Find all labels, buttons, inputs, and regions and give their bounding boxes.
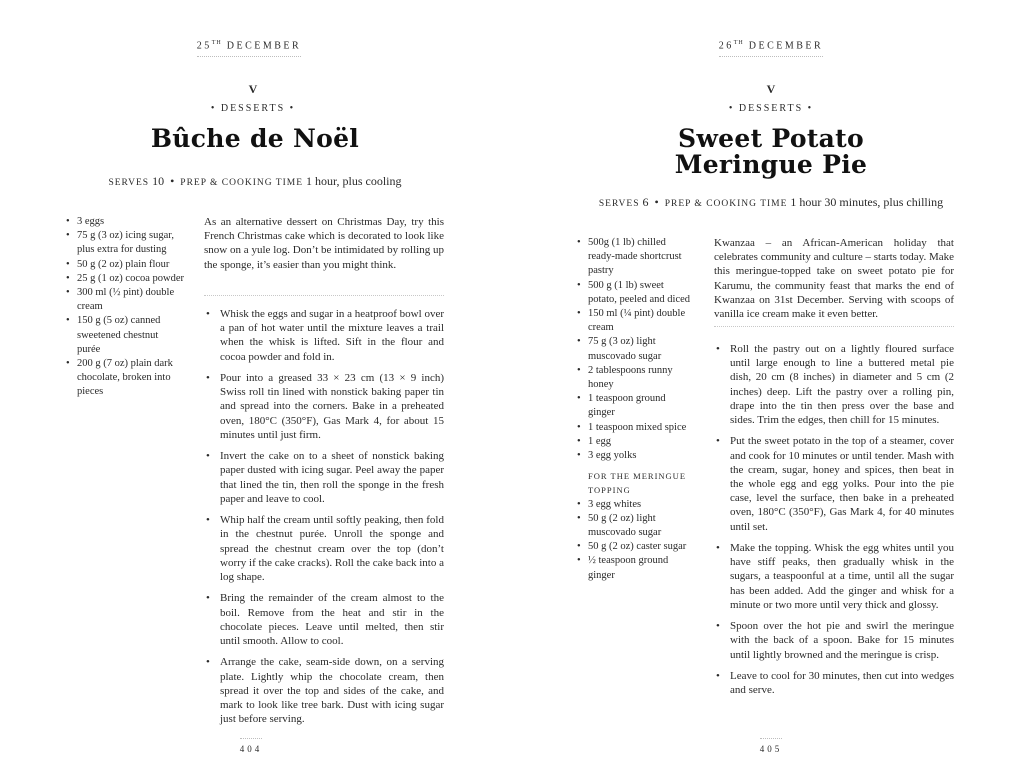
recipe-title-line: Sweet Potato [677, 124, 864, 153]
recipe-intro: Kwanzaa – an African-American holiday that celebrates community and culture – starts today. Make this meringue-topped take on sweet potato pie for Karumu, the community feast that marks the end of Kwanzaa on 31st December. Serving with scoops of vanilla ice cream make it even better. [714, 237, 954, 321]
section-label: • DESSERTS • [728, 103, 814, 114]
running-head-suffix: TH [211, 40, 222, 46]
method-step: • Bring the remainder of the cream almost to the boil. Remove from the heat and stir in the chocolate pieces. Leave until melted, then stir until smooth. Allow to cool. [204, 591, 444, 648]
method-step: • Pour into a greased 33 × 23 cm (13 × 9 inch) Swiss roll tin lined with nonstick baking paper tin and spread into the corners. Bake in a preheated oven, 180°C (350°F), Gas Mark 4, for about 15 minutes until just firm. [204, 371, 444, 442]
running-head-day: 26 [718, 40, 734, 52]
method-step: • Put the sweet potato in the top of a steamer, cover and cook for 10 minutes or until tender. Mash with the cream, sugar, honey and spices, then beat in the whole egg and egg yolks. Pour into the pie case, level the surface, then bake in a preheated oven, 180°C (350°F), Gas Mark 4, for 40 minutes until set. [714, 434, 954, 533]
running-head [0, 40, 504, 57]
method-step: • Whisk the eggs and sugar in a heatproof bowl over a pan of hot water until the mixture leaves a trail when the whisk is lifted. Sift in the flour and cocoa powder and fold in. [204, 307, 444, 364]
ingredient-item: • 1 teaspoon mixed spice [577, 421, 695, 435]
ingredient-item: • 1 egg [577, 435, 695, 449]
serves-value: 10 [152, 174, 165, 188]
method-step: • Whip half the cream until softly peaking, then fold in the chestnut purée. Unroll the sponge and spread the chestnut cream over the top (don’t worry if the cake cracks). Roll the cake back into a log shape. [204, 513, 444, 584]
running-head-month: DECEMBER [226, 40, 302, 52]
recipe-title: Bûche de Noël [150, 124, 360, 153]
ingredient-item: • 50 g (2 oz) caster sugar [577, 540, 695, 554]
recipe-intro: As an alternative dessert on Christmas Day, try this French Christmas cake which is decorated to look like snow on a yule log. Don’t be intimidated by rolling up the sponge, it’s easier than you might think. [204, 216, 444, 271]
time-label: PREP & COOKING TIME [180, 178, 303, 188]
page-number [0, 738, 506, 754]
method-step: • Spoon over the hot pie and swirl the meringue with the back of a spoon. Bake for 15 minutes until lightly browned and the meringue is crisp. [714, 619, 954, 662]
chapter-numeral: V [248, 82, 258, 96]
divider [204, 295, 444, 296]
ingredient-item: • 25 g (1 oz) cocoa powder [66, 272, 184, 286]
serves-label: SERVES [598, 199, 640, 209]
time-label: PREP & COOKING TIME [664, 199, 788, 209]
page-number [516, 738, 1020, 754]
running-head-month: DECEMBER [748, 40, 824, 52]
recipe-title [516, 126, 1020, 178]
ingredient-item: • 2 tablespoons runny honey [577, 364, 695, 392]
right-page [510, 0, 1020, 780]
method-step: • Leave to cool for 30 minutes, then cut into wedges and serve. [714, 669, 954, 697]
chapter-numeral: V [766, 82, 776, 96]
ingredient-item: • 50 g (2 oz) plain flour [66, 258, 184, 272]
time-value: 1 hour 30 minutes, plus chilling [790, 195, 944, 209]
section-label: • DESSERTS • [210, 103, 296, 114]
running-head-day: 25 [196, 40, 212, 52]
method-list [204, 307, 444, 734]
recipe-title-line: Meringue Pie [674, 150, 868, 179]
method-list [714, 342, 954, 705]
ingredient-item: • 500 g (1 lb) sweet potato, peeled and diced [577, 279, 695, 307]
running-head [516, 40, 1020, 57]
serves-separator: • [654, 195, 659, 209]
running-head-suffix: TH [733, 40, 744, 46]
ingredient-item: • 75 g (3 oz) icing sugar, plus extra for dusting [66, 229, 184, 257]
page-number-text: 404 [240, 738, 263, 754]
method-step: • Make the topping. Whisk the egg whites until you have stiff peaks, then gradually whisk in the sugars, a teaspoonful at a time, until all the sugar has been added. Add the ginger and whisk for a minute or two more until very thick and glossy. [714, 541, 954, 612]
ingredient-item: • 500g (1 lb) chilled ready-made shortcrust pastry [577, 236, 695, 279]
topping-heading: FOR THE MERINGUE TOPPING [588, 471, 687, 496]
serves-line [516, 195, 1020, 210]
ingredient-item: • ½ teaspoon ground ginger [577, 554, 695, 582]
serves-label: SERVES [108, 178, 150, 188]
page-number-text: 405 [760, 738, 783, 754]
ingredient-item: • 1 teaspoon ground ginger [577, 392, 695, 420]
method-step: • Roll the pastry out on a lightly floured surface until large enough to line a buttered metal pie dish, 20 cm (8 inches) in diameter and 5 cm (2 inches) deep. Lift the pastry over a rolling pin, drape into the tin then press over the base and sides. Trim the edges, then chill for 15 minutes. [714, 342, 954, 427]
serves-separator: • [170, 174, 175, 188]
divider [714, 326, 954, 327]
time-value: 1 hour, plus cooling [306, 174, 402, 188]
ingredient-item: • 75 g (3 oz) light muscovado sugar [577, 335, 695, 363]
ingredient-item: • 3 eggs [66, 215, 184, 229]
ingredient-item: • 3 egg yolks [577, 449, 695, 463]
ingredient-item: • 50 g (2 oz) light muscovado sugar [577, 512, 695, 540]
ingredient-item: • 300 ml (½ pint) double cream [66, 286, 184, 314]
serves-value: 6 [642, 195, 649, 209]
method-step: • Invert the cake on to a sheet of nonstick baking paper dusted with icing sugar. Peel away the paper that lined the tin, then roll the sponge in the fresh paper and leave to cool. [204, 449, 444, 506]
ingredients-list [66, 215, 184, 400]
ingredients-list [577, 236, 695, 583]
serves-line [0, 174, 510, 189]
ingredient-item: • 3 egg whites [577, 498, 695, 512]
method-step: • Arrange the cake, seam-side down, on a serving plate. Lightly whip the chocolate cream, then spread it over the top and sides of the cake, and mark to look like tree bark. Dust with icing sugar just before serving. [204, 655, 444, 726]
ingredient-item: • 200 g (7 oz) plain dark chocolate, broken into pieces [66, 357, 184, 400]
ingredient-item: • 150 ml (¼ pint) double cream [577, 307, 695, 335]
ingredient-item: • 150 g (5 oz) canned sweetened chestnut purée [66, 314, 184, 357]
